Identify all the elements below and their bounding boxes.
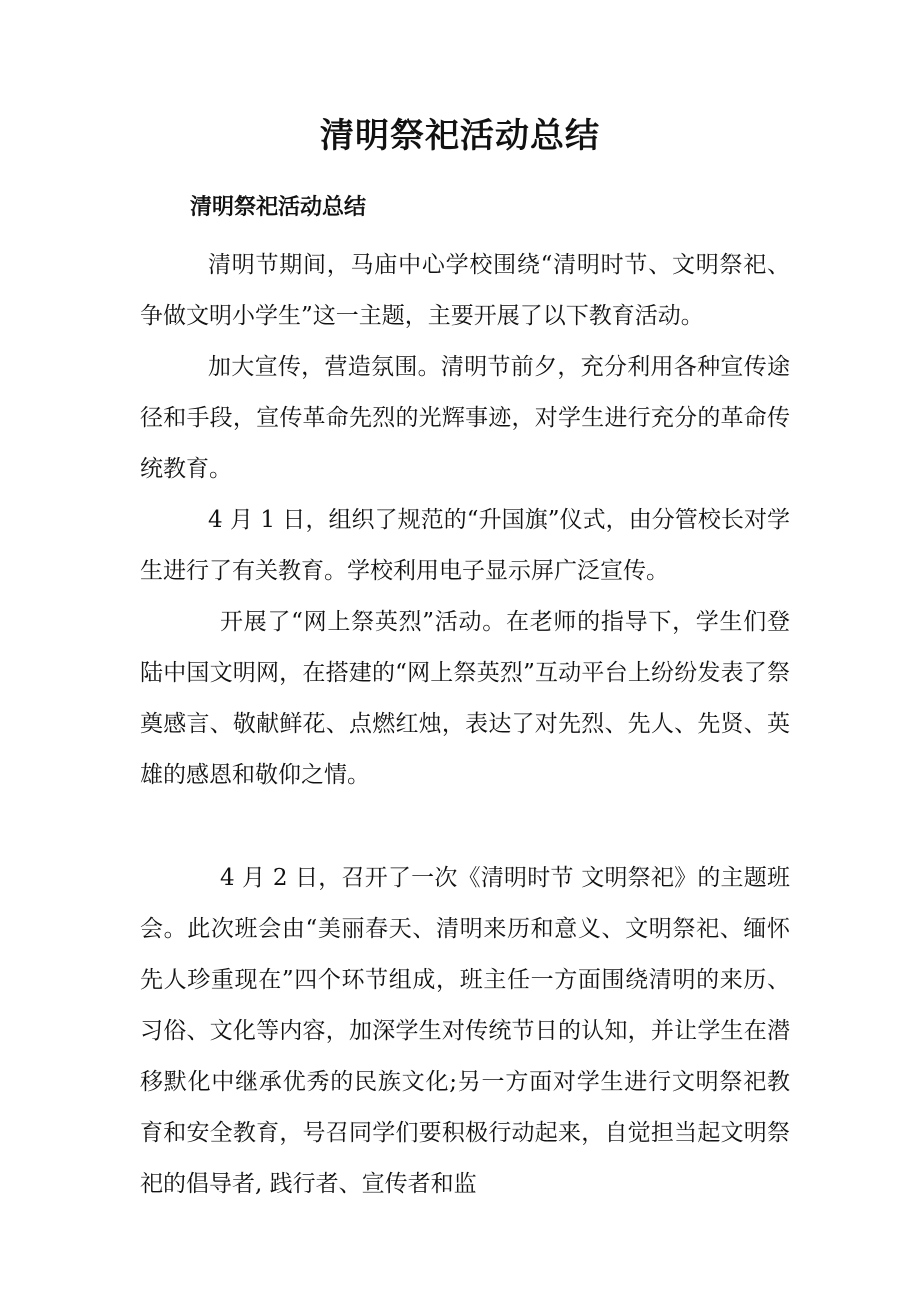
document-title: 清明祭祀活动总结 <box>320 116 600 156</box>
paragraph-publicity: 加大宣传，营造氛围。清明节前夕，充分利用各种宣传途径和手段，宣传革命先烈的光辉事迹，对学生进行充分的革命传统教育。 <box>140 354 790 482</box>
document-subtitle: 清明祭祀活动总结 <box>190 194 367 220</box>
paragraph-intro: 清明节期间，马庙中心学校围绕“清明时节、文明祭祀、争做文明小学生”这一主题，主要开展了以下教育活动。 <box>140 252 790 329</box>
paragraph-flag-ceremony: 4 月 1 日，组织了规范的“升国旗”仪式，由分管校长对学生进行了有关教育。学校利用电子显示屏广泛宣传。 <box>140 507 790 584</box>
paragraph-online-tribute: 开展了“网上祭英烈”活动。在老师的指导下，学生们登陆中国文明网，在搭建的“网上祭英烈”互动平台上纷纷发表了祭奠感言、敬献鲜花、点燃红烛，表达了对先烈、先人、先贤、英雄的感恩和敬仰之情。 <box>140 609 790 788</box>
paragraph-class-meeting: 4 月 2 日，召开了一次《清明时节 文明祭祀》的主题班会。此次班会由“美丽春天、清明来历和意义、文明祭祀、缅怀先人珍重现在”四个环节组成，班主任一方面围绕清明的来历、习俗、文化等内容，加深学生对传统节日的认知，并让学生在潜移默化中继承优秀的民族文化;另一方面对学生进行文明祭祀教育和安全教育，号召同学们要积极行动起来，自觉担当起文明祭祀的倡导者, 践行者、宣传者和监 <box>140 865 790 1197</box>
